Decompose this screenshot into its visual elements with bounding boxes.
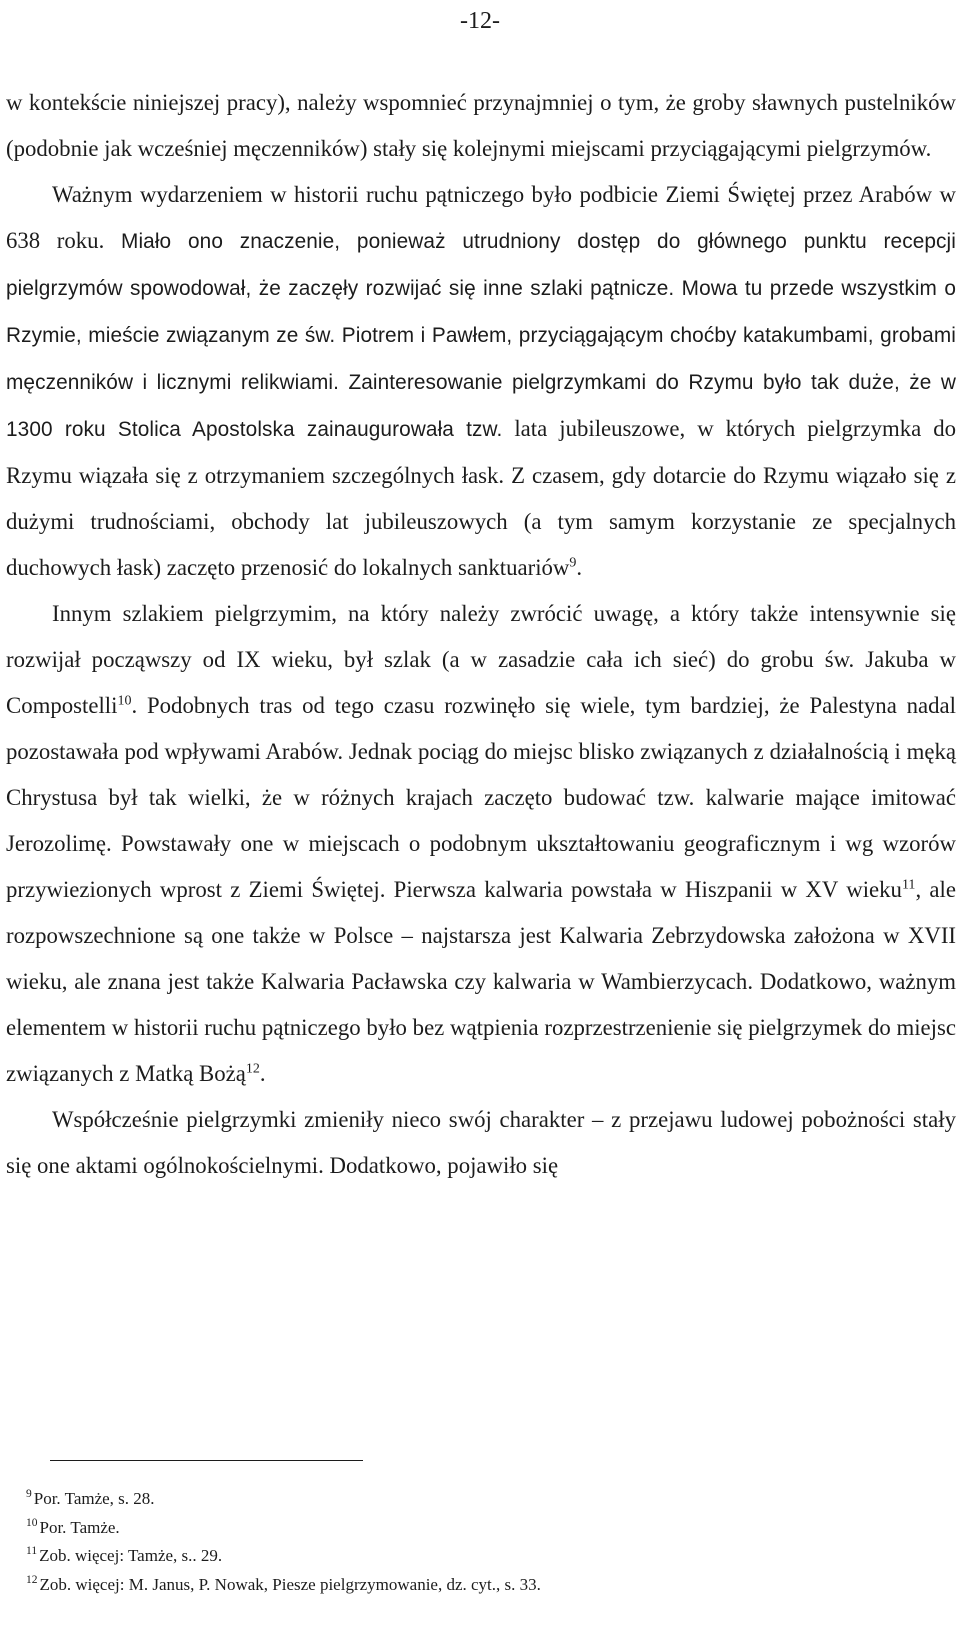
footnote-ref-11[interactable]: 11 [901, 877, 916, 893]
footnote-ref-10[interactable]: 10 [117, 693, 132, 709]
body-text [6, 80, 956, 1189]
footnote-number: 10 [26, 1516, 38, 1529]
paragraph-2-text-a: Ważnym wydarzeniem w historii ruchu pątniczego było podbicie Ziemi Świętej przez Arabów w 638 roku. [6, 182, 956, 253]
footnote-number: 9 [26, 1488, 32, 1501]
paragraph-3-text-c: , ale rozpowszechnione są one także w Polsce – najstarsza jest Kalwaria Zebrzydowska założona w XVII wieku, ale znana jest także Kalwaria Pacławska czy kalwaria w Wambierzycach. Dodatkowo, ważnym elementem w historii ruchu pątniczego było bez wątpienia rozprzestrzenienie się pielgrzymek do miejsc związanych z Matką Bożą [6, 877, 956, 1086]
paragraph-2-text-d: . [576, 555, 583, 580]
paragraph-2 [6, 172, 956, 591]
footnote-ref-12[interactable]: 12 [245, 1061, 260, 1077]
footnote-ref-9[interactable]: 9 [569, 555, 577, 571]
paragraph-3-text-a: Innym szlakiem pielgrzymim, na który należy zwrócić uwagę, a który także intensywnie się rozwijał począwszy od IX wieku, był szlak (a w zasadzie cała ich sieć) do grobu św. Jakuba w Compostelli [6, 601, 956, 718]
footnote-9 [26, 1485, 926, 1514]
footnote-12 [26, 1571, 926, 1600]
footnote-text: Por. Tamże, s. 28. [33, 1489, 155, 1508]
footnote-text: Por. Tamże. [39, 1517, 120, 1537]
paragraph-3-text-b: . Podobnych tras od tego czasu rozwinęło się wiele, tym bardziej, że Palestyna nadal pozostawała pod wpływami Arabów. Jednak pociąg do miejsc blisko związanych z działalnością i męką Chrystusa był tak wielki, że w różnych krajach zaczęto budować tzw. kalwarie mające imitować Jerozolimę. Powstawały one w miejscach o podobnym ukształtowaniu geograficznym i wg wzorów przywiezionych wprost z Ziemi Świętej. Pierwsza kalwaria powstała w Hiszpanii w XV wieku [6, 693, 956, 902]
footnote-text: Zob. więcej: Tamże, s.. 29. [39, 1546, 223, 1565]
paragraph-4 [6, 1097, 956, 1189]
paragraph-3-text-d: . [259, 1061, 266, 1086]
footnote-number: 11 [26, 1545, 38, 1558]
paragraph-3 [6, 591, 956, 1097]
footnotes [26, 1485, 926, 1599]
paragraph-2-text-b: Miało ono znaczenie, ponieważ utrudniony dostęp do głównego punktu recepcji pielgrzymów spowodował, że zaczęły rozwijać się inne szlaki pątnicze. Mowa tu przede wszystkim o Rzymie, mieście związanym ze św. Piotrem i Pawłem, przyciągającym choćby katakumbami, grobami męczenników i licznymi relikwiami. Zainteresowanie pielgrzymkami do Rzymu było tak duże, że w 1300 roku Stolica Apostolska zainaugurowała tzw. [6, 230, 956, 441]
footnote-text: Zob. więcej: M. Janus, P. Nowak, Piesze pielgrzymowanie, dz. cyt., s. 33. [39, 1574, 541, 1594]
page-number: -12- [460, 8, 500, 34]
paragraph-4-text: Współcześnie pielgrzymki zmieniły nieco swój charakter – z przejawu ludowej pobożności stały się one aktami ogólnokościelnymi. Dodatkowo, pojawiło się [6, 1107, 956, 1178]
paragraph-1-text: w kontekście niniejszej pracy), należy wspomnieć przynajmniej o tym, że groby sławnych pustelników (podobnie jak wcześniej męczenników) stały się kolejnymi miejscami przyciągającymi pielgrzymów. [6, 90, 956, 161]
paragraph-2-text-c: lata jubileuszowe, w których pielgrzymka do Rzymu wiązała się z otrzymaniem szczególnych łask. Z czasem, gdy dotarcie do Rzymu wiązało się z dużymi trudnościami, obchody lat jubileuszowych (a tym samym korzystanie ze specjalnych duchowych łask) zaczęto przenosić do lokalnych sanktuariów [6, 416, 957, 580]
footnote-number: 12 [26, 1573, 38, 1586]
footnote-10 [26, 1514, 926, 1543]
footnote-11 [26, 1542, 926, 1571]
paragraph-1 [6, 80, 956, 172]
footnote-separator [50, 1460, 363, 1461]
